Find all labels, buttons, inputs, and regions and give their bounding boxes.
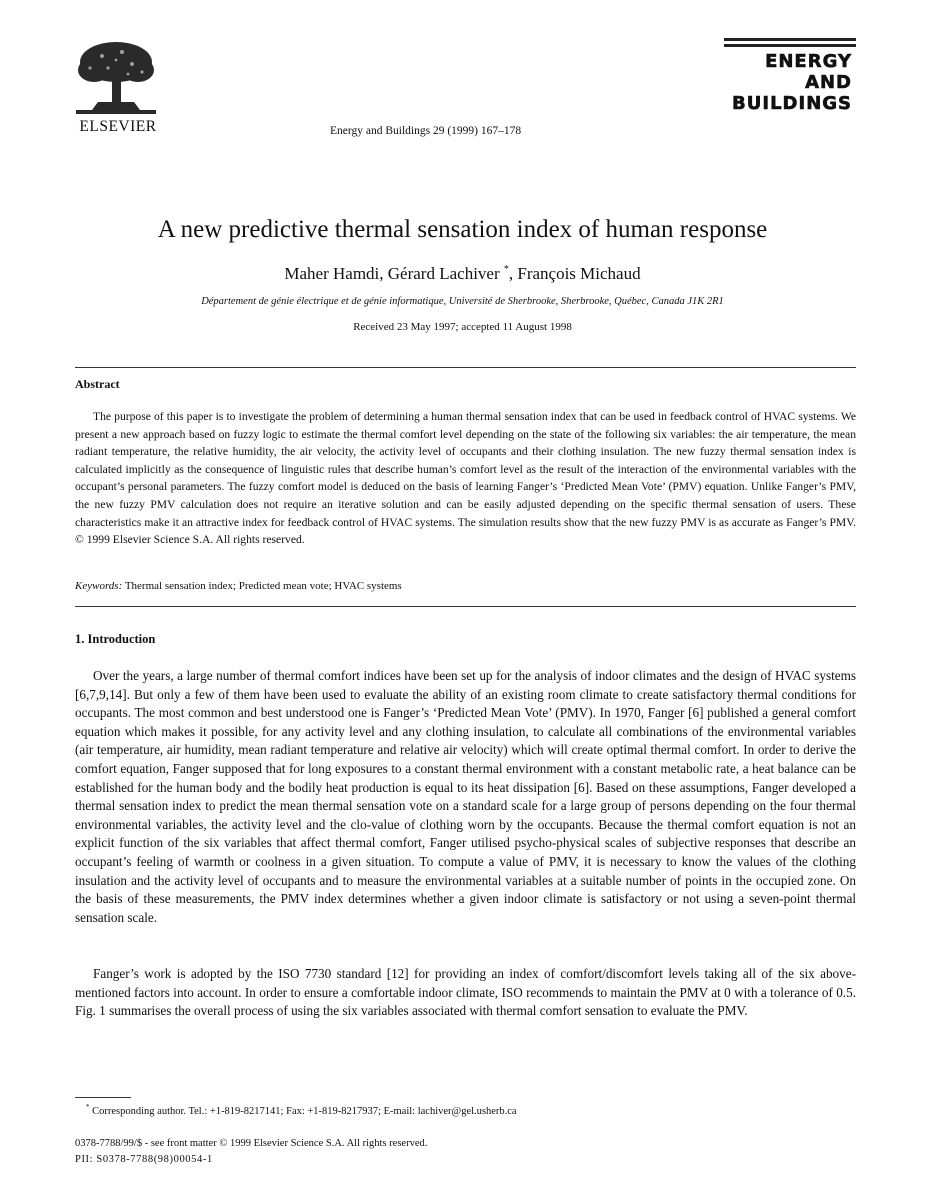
keywords-list: Thermal sensation index; Predicted mean vote; HVAC systems: [124, 580, 402, 592]
corresponding-mark: *: [503, 264, 509, 275]
journal-logo: [724, 38, 856, 120]
author-list: [0, 264, 925, 284]
authors-first: Maher Hamdi, Gérard Lachiver: [284, 264, 500, 283]
abstract-text: The purpose of this paper is to investigate the problem of determining a human thermal sensation index that can be used in feedback control of HVAC systems. We present a new approach based on fuzzy logic to estimate the thermal comfort level depending on the state of the following six variables: the air temperature, the mean radiant temperature, the relative humidity, the air velocity, the activity level of occupants and their clothing insulation. The new fuzzy thermal sensation index is calculated implicitly as the consequence of linguistic rules that describe human’s comfort level as the result of the interaction of the environmental variables with the occupant’s personal parameters. The fuzzy comfort model is deduced on the basis of learning Fanger’s ‘Predicted Mean Vote’ (PMV) equation. Unlike Fanger’s PMV, the new fuzzy PMV calculation does not require an iterative solution and can be easily adjusted depending on the specific thermal sensation of users. These characteristics make it an attractive index for feedback control of HVAC systems. The simulation results show that the new fuzzy PMV is as accurate as Fanger’s PMV. © 1999 Elsevier Science S.A. All rights reserved.: [75, 410, 856, 547]
publisher-name: ELSEVIER: [79, 118, 157, 135]
logo-word: AND: [805, 72, 852, 93]
divider: [75, 367, 856, 368]
abstract-heading: Abstract: [75, 377, 120, 391]
keywords: [75, 580, 402, 592]
issn-line: 0378-7788/99/$ - see front matter © 1999 Elsevier Science S.A. All rights reserved.: [75, 1138, 428, 1149]
affiliation: Département de génie électrique et de génie informatique, Université de Sherbrooke, Sherbrooke, Québec, Canada J1K 2R1: [201, 296, 724, 307]
keywords-label: Keywords:: [75, 580, 123, 592]
footnote: [86, 1103, 517, 1117]
logo-word: BUILDINGS: [732, 93, 852, 114]
divider: [75, 606, 856, 607]
body-paragraph: Fanger’s work is adopted by the ISO 7730 standard [12] for providing an index of comfort/discomfort levels taking all of the six above-mentioned factors into account. In order to ensure a comfortable indoor climate, ISO recommends to maintain the PMV at 0 with a tolerance of 0.5. Fig. 1 summarises the overall process of using the six variables associated with thermal comfort sensation to evaluate the PMV.: [75, 966, 856, 1019]
footnote-text: Corresponding author. Tel.: +1-819-8217141; Fax: +1-819-8217937; E-mail: lachiver@gel.usherb.ca: [92, 1106, 517, 1117]
section-heading: 1. Introduction: [75, 632, 156, 646]
received-dates: Received 23 May 1997; accepted 11 August 1998: [353, 321, 572, 333]
authors-rest: , François Michaud: [508, 264, 641, 283]
footnote-rule: [75, 1097, 131, 1098]
pii-line: PII: S0378-7788(98)00054-1: [75, 1154, 213, 1165]
elsevier-tree-logo: [72, 38, 160, 118]
paper-title: A new predictive thermal sensation index of human response: [157, 216, 768, 243]
logo-word: ENERGY: [765, 51, 852, 72]
logo-rule: [724, 38, 856, 41]
footnote-mark: *: [86, 1103, 90, 1111]
body-paragraph: Over the years, a large number of thermal comfort indices have been set up for the analysis of indoor climates and the design of HVAC systems [6,7,9,14]. But only a few of them have been used to evaluate the ability of an existing room climate to create satisfactory thermal conditions for occupants. The most common and best understood one is Fanger’s ‘Predicted Mean Vote’ (PMV). In 1970, Fanger [6] published a general comfort equation which makes it possible, for any activity level and any clothing insulation, to calculate all combinations of the environmental variables (air temperature, air humidity, mean radiant temperature and relative air velocity) which will create optimal thermal comfort. In order to derive the comfort equation, Fanger supposed that for long exposures to a constant thermal environment with a constant metabolic rate, a heat balance can be established for the human body and the bodily heat production is equal to its heat dissipation [6]. Based on these assumptions, Fanger developed a thermal sensation index to predict the mean thermal sensation vote on a standard scale for a large group of persons depending on the four thermal environmental variables, the activity level and the clo-value of clothing worn by the occupants. Because the thermal comfort equation is not an explicit function of the six variables that affect thermal comfort, Fanger utilised psycho-physical scales of subjective responses that describe an occupant’s feeling of warmth or coolness in a given situation. To compute a value of PMV, it is necessary to know the values of the clothing insulation and the activity level of occupants and to measure the environmental variables at a suitable number of points in the occupied zone. On the basis of these measurements, the PMV index determines whether a given indoor climate is satisfactory or not using a seven-point thermal sensation scale.: [75, 668, 856, 925]
journal-reference: Energy and Buildings 29 (1999) 167–178: [330, 125, 522, 137]
logo-rule: [724, 44, 856, 47]
